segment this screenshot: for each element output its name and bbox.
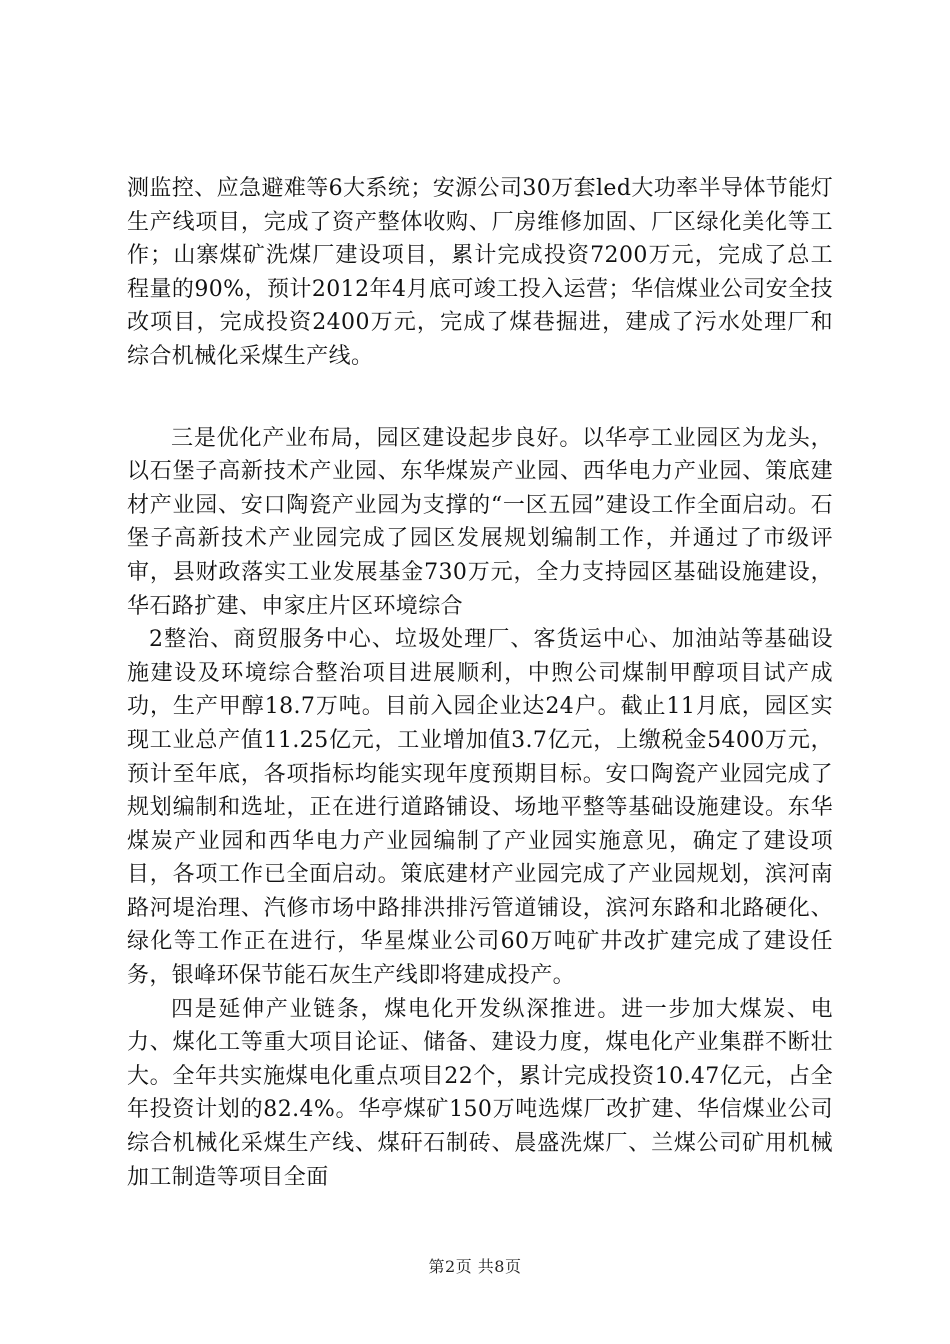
paragraph-1: 测监控、应急避难等6大系统；安源公司30万套led大功率半导体节能灯生产线项目，完成了资产整体收购、厂房维修加固、厂区绿化美化等工作；山寨煤矿洗煤厂建设项目，累计完成投资7200万元，完成了总工程量的90%，预计2012年4月底可竣工投入运营；华信煤业公司安全技改项目，完成投资2400万元，完成了煤巷掘进，建成了污水处理厂和综合机械化采煤生产线。 xyxy=(127,176,833,369)
page-footer: 第2页 共8页 xyxy=(428,1257,522,1276)
paragraph-gap xyxy=(127,374,833,422)
document-body xyxy=(127,172,833,1194)
paragraph-3: 2整治、商贸服务中心、垃圾处理厂、客货运中心、加油站等基础设施建设及环境综合整治项目进展顺利，中煦公司煤制甲醇项目试产成功，生产甲醇18.7万吨。目前入园企业达24户。截止11月底，园区实现工业总产值11.25亿元，工业增加值3.7亿元，上缴税金5400万元，预计至年底，各项指标均能实现年度预期目标。安口陶瓷产业园完成了规划编制和选址，正在进行道路铺设、场地平整等基础设施建设。东华煤炭产业园和西华电力产业园编制了产业园实施意见，确定了建设项目，各项工作已全面启动。策底建材产业园完成了产业园规划，滨河南路河堤治理、汽修市场中路排洪排污管道铺设，滨河东路和北路硬化、绿化等工作正在进行，华星煤业公司60万吨矿井改扩建完成了建设任务，银峰环保节能石灰生产线即将建成投产。 xyxy=(127,627,833,989)
paragraph-2: 三是优化产业布局，园区建设起步良好。以华亭工业园区为龙头，以石堡子高新技术产业园、东华煤炭产业园、西华电力产业园、策底建材产业园、安口陶瓷产业园为支撑的“一区五园”建设工作全面启动。石堡子高新技术产业园完成了园区发展规划编制工作，并通过了市级评审，县财政落实工业发展基金730万元，全力支持园区基础设施建设，华石路扩建、申家庄片区环境综合 xyxy=(127,425,833,619)
paragraph-4: 四是延伸产业链条，煤电化开发纵深推进。进一步加大煤炭、电力、煤化工等重大项目论证、储备、建设力度，煤电化产业集群不断壮大。全年共实施煤电化重点项目22个，累计完成投资10.47亿元，占全年投资计划的82.4%。华亭煤矿150万吨选煤厂改扩建、华信煤业公司综合机械化采煤生产线、煤矸石制砖、晨盛洗煤厂、兰煤公司矿用机械加工制造等项目全面 xyxy=(127,996,833,1190)
